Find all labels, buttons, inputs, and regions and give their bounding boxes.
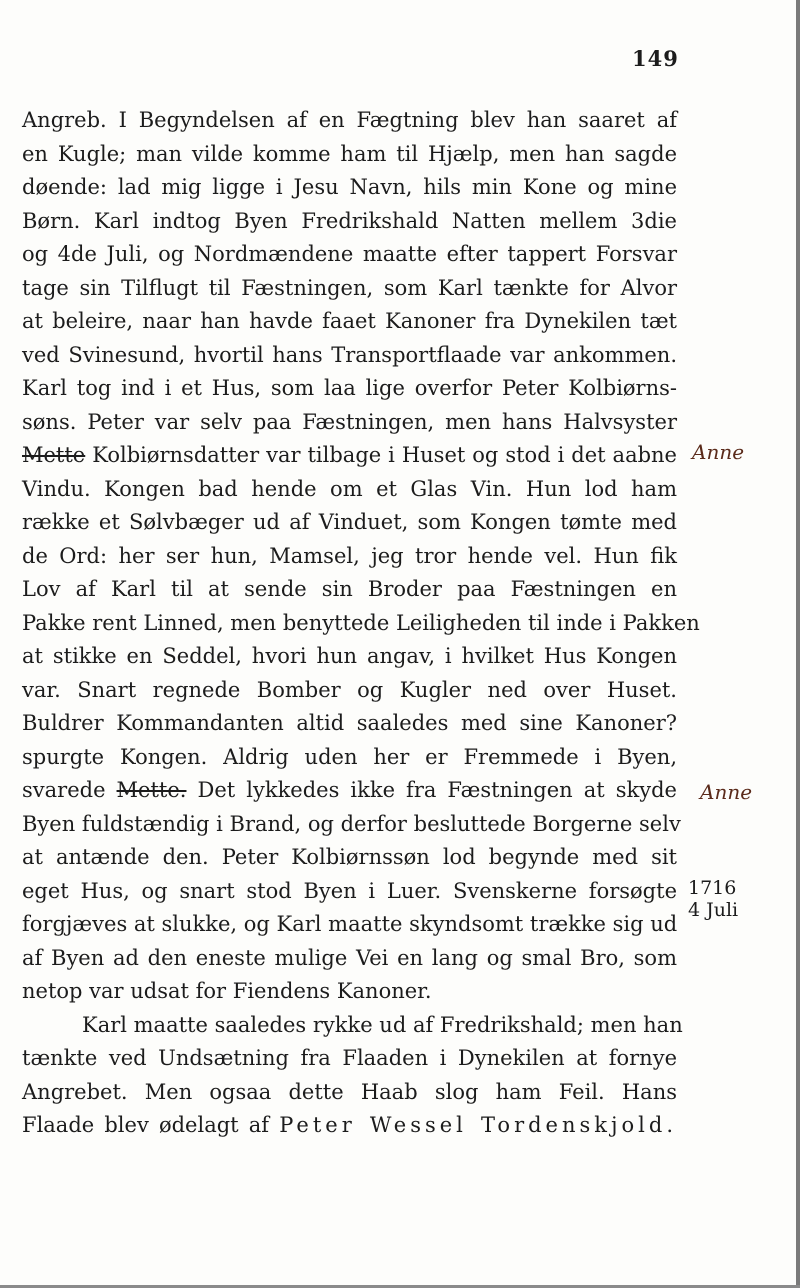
sidenote-date: 4 Juli <box>688 899 739 921</box>
line-remainder: Kolbiørnsdatter var tilbage i Huset og stod i det aabne <box>85 443 677 467</box>
text-line: døende: lad mig ligge i Jesu Navn, hils min Kone og mine <box>22 175 677 199</box>
spaced-name: Peter Wessel Tordenskjold. <box>279 1113 677 1137</box>
text-line: ved Svinesund, hvortil hans Transportflaade var ankommen. <box>22 342 677 367</box>
text-line: at beleire, naar han havde faaet Kanoner fra Dynekilen tæt <box>22 309 677 333</box>
text-line <box>22 1109 677 1143</box>
text-line: Byen fuldstændig i Brand, og derfor besluttede Borgerne selv <box>22 811 681 836</box>
text-line: Lov af Karl til at sende sin Broder paa Fæstningen en <box>22 577 677 601</box>
text-line: Pakke rent Linned, men benyttede Leiligheden til inde i Pakken <box>22 610 700 635</box>
text-line: Angrebet. Men ogsaa dette Haab slog ham Feil. Hans <box>22 1079 677 1104</box>
text-line: Angreb. I Begyndelsen af en Fægtning blev han saaret af <box>22 108 677 132</box>
text-line: Vindu. Kongen bad hende om et Glas Vin. Hun lod ham <box>22 476 677 501</box>
text-line: spurgte Kongen. Aldrig uden her er Fremmede i Byen, <box>22 744 677 769</box>
handwritten-margin-note: Anne <box>692 440 745 464</box>
struck-name: Mette <box>22 443 86 467</box>
text-line: netop var udsat for Fiendens Kanoner. <box>22 979 432 1003</box>
page-edge-shadow <box>796 0 800 1288</box>
text-line: Karl tog ind i et Hus, som laa lige overfor Peter Kolbiørns- <box>22 376 677 400</box>
page-number: 149 <box>632 46 679 71</box>
body-text <box>22 104 700 1143</box>
text-line: Børn. Karl indtog Byen Fredrikshald Natten mellem 3die <box>22 208 677 233</box>
line-lead: svarede <box>22 778 117 802</box>
text-line: de Ord: her ser hun, Mamsel, jeg tror hende vel. Hun fik <box>22 543 677 568</box>
text-line: en Kugle; man vilde komme ham til Hjælp, men han sagde <box>22 141 677 166</box>
handwritten-margin-note: Anne <box>700 780 753 804</box>
line-lead: Flaade blev ødelagt af <box>22 1113 280 1137</box>
text-line: tænkte ved Undsætning fra Flaaden i Dynekilen at fornye <box>22 1046 677 1070</box>
paragraph-start-line: Karl maatte saaledes rykke ud af Fredrikshald; men han <box>82 1012 683 1037</box>
text-line: forgjæves at slukke, og Karl maatte skyndsomt trække sig ud <box>22 912 678 936</box>
text-line: Buldrer Kommandanten altid saaledes med sine Kanoner? <box>22 711 677 735</box>
text-line: eget Hus, og snart stod Byen i Luer. Svenskerne forsøgte <box>22 878 677 903</box>
text-line: at stikke en Seddel, hvori hun angav, i hvilket Hus Kongen <box>22 644 677 668</box>
text-line: tage sin Tilflugt til Fæstningen, som Karl tænkte for Alvor <box>22 275 677 300</box>
text-line-with-strikeout <box>22 774 677 808</box>
text-line: var. Snart regnede Bomber og Kugler ned over Huset. <box>22 677 677 702</box>
text-line: række et Sølvbæger ud af Vinduet, som Kongen tømte med <box>22 510 677 534</box>
line-remainder: Det lykkedes ikke fra Fæstningen at skyde <box>186 778 677 802</box>
text-line: af Byen ad den eneste mulige Vei en lang og smal Bro, som <box>22 945 677 970</box>
text-line: og 4de Juli, og Nordmændene maatte efter tappert Forsvar <box>22 242 677 266</box>
text-line: søns. Peter var selv paa Fæstningen, men hans Halvsyster <box>22 409 677 434</box>
text-line: at antænde den. Peter Kolbiørnssøn lod begynde med sit <box>22 845 677 869</box>
struck-name: Mette. <box>116 778 187 802</box>
text-line-with-strikeout <box>22 439 677 473</box>
sidenote-year: 1716 <box>688 877 737 899</box>
